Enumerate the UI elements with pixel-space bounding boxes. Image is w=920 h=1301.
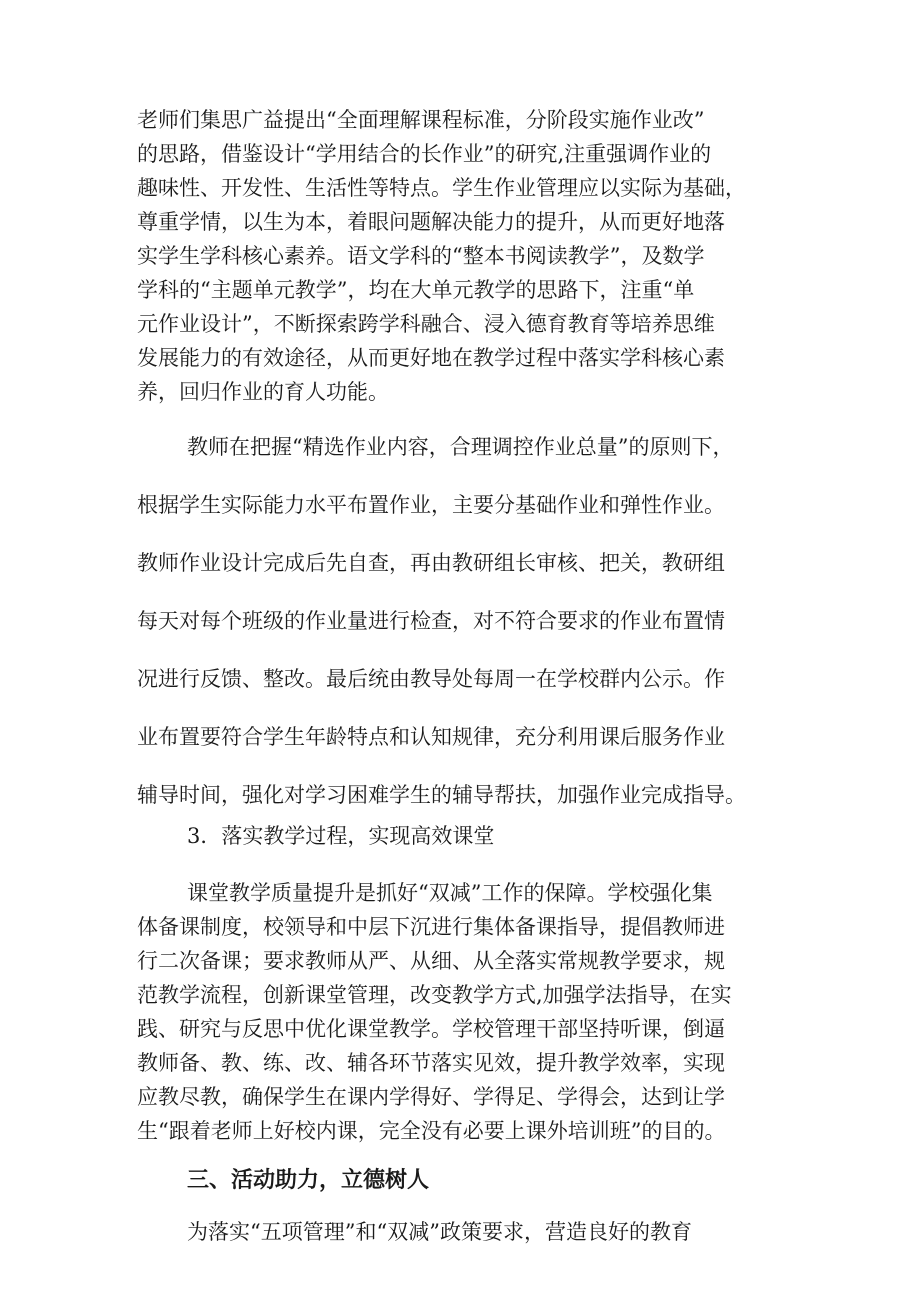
paragraph2-line-2: 根据学生实际能力水平布置作业，主要分基础作业和弹性作业。 <box>137 493 725 517</box>
paragraph2-line-4: 每天对每个班级的作业量进行检查，对不符合要求的作业布置情 <box>137 609 725 633</box>
paragraph2-line-7: 辅导时间，强化对学习困难学生的辅导帮扶，加强作业完成指导。 <box>137 783 746 807</box>
paragraph2-line-3: 教师作业设计完成后先自查，再由教研组长审核、把关，教研组 <box>137 551 725 575</box>
paragraph1-line-3: 趣味性、开发性、生活性等特点。学生作业管理应以实际为基础， <box>137 176 746 200</box>
paragraph3-line-5: 践、研究与反思中优化课堂教学。学校管理干部坚持听课，倒逼 <box>137 1017 725 1041</box>
paragraph2-line-5: 况进行反馈、整改。最后统由教导处每周一在学校群内公示。作 <box>137 667 725 691</box>
paragraph3-line-2: 体备课制度，校领导和中层下沉进行集体备课指导，提倡教师进 <box>137 915 725 939</box>
paragraph1-line-2: 的思路，借鉴设计“学用结合的长作业”的研究,注重强调作业的 <box>137 142 712 166</box>
paragraph1-line-4: 尊重学情，以生为本，着眼问题解决能力的提升，从而更好地落 <box>137 210 725 234</box>
paragraph1-line-1: 老师们集思广益提出“全面理解课程标准，分阶段实施作业改” <box>137 108 705 132</box>
paragraph1-line-9: 养，回归作业的育人功能。 <box>137 380 389 404</box>
paragraph3-line-6: 教师备、教、练、改、辅各环节落实见效，提升教学效率，实现 <box>137 1051 725 1075</box>
paragraph3-line-8: 生“跟着老师上好校内课，完全没有必要上课外培训班”的目的。 <box>137 1119 726 1143</box>
paragraph2-line-1: 教师在把握“精选作业内容，合理调控作业总量”的原则下， <box>187 435 734 459</box>
paragraph1-line-5: 实学生学科核心素养。语文学科的“整本书阅读教学”，及数学 <box>137 244 705 268</box>
paragraph4-line-1: 为落实“五项管理”和“双减”政策要求，营造良好的教育 <box>187 1220 692 1244</box>
paragraph2-line-6: 业布置要符合学生年龄特点和认知规律，充分利用课后服务作业 <box>137 725 725 749</box>
subheading: 3．落实教学过程，实现高效课堂 <box>187 824 495 848</box>
paragraph3-line-7: 应教尽教，确保学生在课内学得好、学得足、学得会，达到让学 <box>137 1085 725 1109</box>
paragraph3-line-1: 课堂教学质量提升是抓好“双减”工作的保障。学校强化集 <box>187 881 713 905</box>
paragraph1-line-6: 学科的“主题单元教学”，均在大单元教学的思路下，注重“单 <box>137 278 695 302</box>
paragraph1-line-8: 发展能力的有效途径，从而更好地在教学过程中落实学科核心素 <box>137 346 725 370</box>
paragraph1-line-7: 元作业设计”，不断探索跨学科融合、浸入德育教育等培养思维 <box>137 312 715 336</box>
paragraph3-line-3: 行二次备课；要求教师从严、从细、从全落实常规教学要求，规 <box>137 949 725 973</box>
paragraph3-line-4: 范教学流程，创新课堂管理，改变教学方式,加强学法指导，在实 <box>137 983 732 1007</box>
section-heading: 三、活动助力，立德树人 <box>187 1168 430 1193</box>
